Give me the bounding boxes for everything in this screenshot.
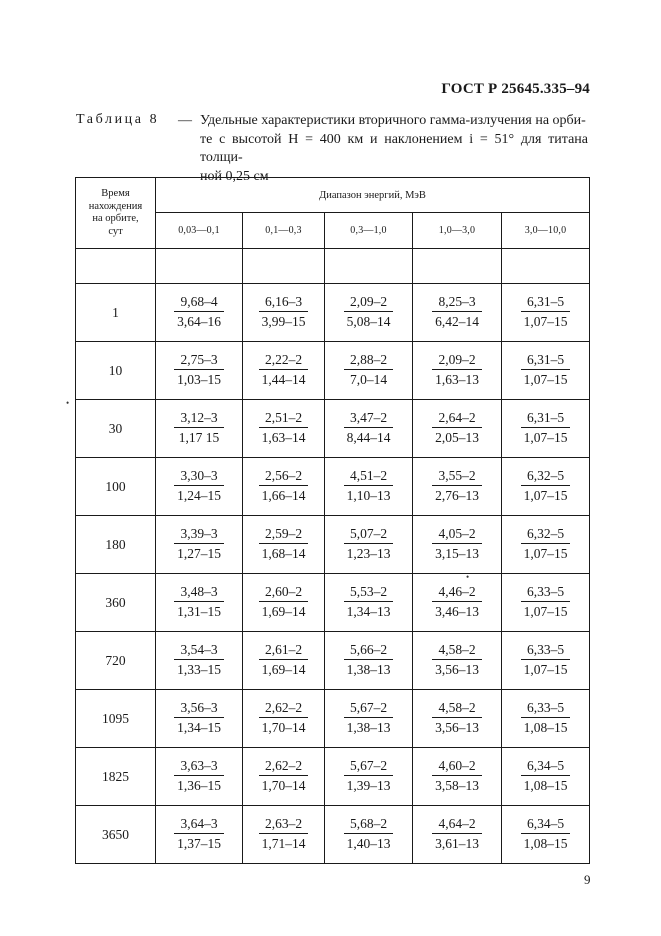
numerator-value: 2,60–2	[259, 584, 308, 602]
value-fraction	[432, 700, 481, 736]
denominator-value: 1,70–14	[261, 720, 306, 735]
denominator-value: 3,56–13	[435, 662, 479, 677]
value-fraction	[521, 584, 570, 620]
denominator-value: 1,07–15	[523, 372, 568, 387]
table-row	[76, 806, 590, 864]
numerator-value: 4,05–2	[432, 526, 481, 544]
numerator-value: 5,07–2	[344, 526, 393, 544]
value-cell	[243, 342, 325, 400]
value-fraction	[521, 526, 570, 562]
denominator-value: 3,56–13	[435, 720, 479, 735]
time-cell: 720	[76, 632, 156, 690]
value-cell	[413, 342, 502, 400]
time-cell: 10	[76, 342, 156, 400]
denominator-value: 1,07–15	[523, 314, 568, 329]
numerator-value: 2,62–2	[259, 700, 308, 718]
denominator-value: 1,07–15	[523, 430, 568, 445]
numerator-value: 2,22–2	[259, 352, 308, 370]
time-cell: 3650	[76, 806, 156, 864]
value-fraction	[521, 816, 570, 852]
numerator-value: 4,51–2	[344, 468, 393, 486]
denominator-value: 3,64–16	[177, 314, 221, 329]
value-fraction	[521, 468, 570, 504]
denominator-value: 1,34–13	[346, 604, 391, 619]
numerator-value: 6,33–5	[521, 700, 570, 718]
energy-range-header: Диапазон энергий, МэВ	[156, 178, 590, 213]
value-cell	[156, 458, 243, 516]
numerator-value: 4,64–2	[432, 816, 481, 834]
denominator-value: 3,61–13	[435, 836, 479, 851]
numerator-value: 6,33–5	[521, 584, 570, 602]
denominator-value: 5,08–14	[346, 314, 391, 329]
value-cell	[325, 748, 413, 806]
denominator-value: 1,34–15	[177, 720, 221, 735]
value-fraction	[521, 410, 570, 446]
value-fraction	[344, 642, 393, 678]
value-fraction	[344, 700, 393, 736]
value-fraction	[259, 294, 308, 330]
numerator-value: 5,68–2	[344, 816, 393, 834]
scan-mark: •	[466, 572, 470, 582]
numerator-value: 5,67–2	[344, 700, 393, 718]
table-caption	[178, 112, 588, 186]
value-cell	[156, 516, 243, 574]
value-cell	[413, 806, 502, 864]
value-fraction	[432, 352, 481, 388]
denominator-value: 1,27–15	[177, 546, 221, 561]
value-cell	[502, 632, 590, 690]
value-cell	[502, 400, 590, 458]
numerator-value: 3,30–3	[174, 468, 223, 486]
value-fraction	[344, 526, 393, 562]
denominator-value: 1,68–14	[261, 546, 306, 561]
value-fraction	[174, 758, 223, 794]
value-cell	[156, 284, 243, 342]
denominator-value: 3,99–15	[261, 314, 306, 329]
value-fraction	[432, 410, 481, 446]
numerator-value: 9,68–4	[174, 294, 223, 312]
table-caption-label: Таблица 8	[76, 112, 160, 127]
denominator-value: 1,38–13	[346, 662, 391, 677]
denominator-value: 1,07–15	[523, 662, 568, 677]
value-fraction	[174, 294, 223, 330]
numerator-value: 2,61–2	[259, 642, 308, 660]
value-fraction	[521, 352, 570, 388]
denominator-value: 1,71–14	[261, 836, 306, 851]
denominator-value: 2,76–13	[435, 488, 479, 503]
numerator-value: 2,56–2	[259, 468, 308, 486]
caption-dash: —	[178, 113, 192, 128]
time-cell: 180	[76, 516, 156, 574]
denominator-value: 1,08–15	[523, 836, 568, 851]
caption-line-3: ной 0,25 см	[200, 168, 269, 184]
table-row	[76, 342, 590, 400]
value-fraction	[432, 758, 481, 794]
value-cell	[156, 574, 243, 632]
value-cell	[413, 400, 502, 458]
value-fraction	[259, 468, 308, 504]
denominator-value: 1,39–13	[346, 778, 391, 793]
numerator-value: 6,31–5	[521, 294, 570, 312]
denominator-value: 1,03–15	[177, 372, 221, 387]
numerator-value: 2,09–2	[432, 352, 481, 370]
range-header-3: 0,3—1,0	[325, 213, 413, 249]
range-header-4: 1,0—3,0	[413, 213, 502, 249]
value-cell	[413, 516, 502, 574]
numerator-value: 2,51–2	[259, 410, 308, 428]
numerator-value: 3,64–3	[174, 816, 223, 834]
denominator-value: 1,08–15	[523, 778, 568, 793]
value-fraction	[174, 642, 223, 678]
value-cell	[325, 516, 413, 574]
value-cell	[325, 806, 413, 864]
value-fraction	[432, 468, 481, 504]
value-fraction	[521, 294, 570, 330]
value-fraction	[259, 410, 308, 446]
value-fraction	[174, 584, 223, 620]
table-row	[76, 632, 590, 690]
numerator-value: 6,31–5	[521, 352, 570, 370]
denominator-value: 1,36–15	[177, 778, 221, 793]
numerator-value: 2,59–2	[259, 526, 308, 544]
value-cell	[502, 690, 590, 748]
value-cell	[243, 806, 325, 864]
numerator-value: 3,47–2	[344, 410, 393, 428]
value-fraction	[344, 468, 393, 504]
value-fraction	[432, 584, 481, 620]
value-fraction	[259, 816, 308, 852]
denominator-value: 1,38–13	[346, 720, 391, 735]
numerator-value: 2,88–2	[344, 352, 393, 370]
time-cell: 100	[76, 458, 156, 516]
table-row	[76, 690, 590, 748]
value-fraction	[174, 468, 223, 504]
denominator-value: 8,44–14	[346, 430, 391, 445]
value-fraction	[521, 758, 570, 794]
value-cell	[156, 748, 243, 806]
denominator-value: 1,66–14	[261, 488, 306, 503]
value-fraction	[344, 758, 393, 794]
value-cell	[502, 748, 590, 806]
table-row	[76, 748, 590, 806]
value-cell	[502, 458, 590, 516]
numerator-value: 6,33–5	[521, 642, 570, 660]
document-code: ГОСТ Р 25645.335–94	[441, 81, 590, 97]
numerator-value: 3,54–3	[174, 642, 223, 660]
range-header-5: 3,0—10,0	[502, 213, 590, 249]
numerator-value: 2,63–2	[259, 816, 308, 834]
denominator-value: 2,05–13	[435, 430, 479, 445]
value-cell	[243, 632, 325, 690]
denominator-value: 1,63–13	[435, 372, 479, 387]
value-fraction	[174, 352, 223, 388]
value-fraction	[259, 584, 308, 620]
value-cell	[243, 516, 325, 574]
value-cell	[325, 342, 413, 400]
numerator-value: 6,34–5	[521, 758, 570, 776]
denominator-value: 1,17 15	[178, 430, 220, 445]
value-cell	[243, 574, 325, 632]
value-cell	[413, 632, 502, 690]
table-row	[76, 516, 590, 574]
numerator-value: 3,56–3	[174, 700, 223, 718]
value-fraction	[432, 816, 481, 852]
table-row	[76, 574, 590, 632]
numerator-value: 2,75–3	[174, 352, 223, 370]
value-cell	[502, 284, 590, 342]
value-cell	[413, 284, 502, 342]
value-fraction	[174, 410, 223, 446]
numerator-value: 6,16–3	[259, 294, 308, 312]
denominator-value: 3,15–13	[435, 546, 479, 561]
denominator-value: 1,10–13	[346, 488, 391, 503]
numerator-value: 6,31–5	[521, 410, 570, 428]
numerator-value: 6,32–5	[521, 468, 570, 486]
value-cell	[413, 690, 502, 748]
header-gap-row	[76, 249, 590, 284]
numerator-value: 2,64–2	[432, 410, 481, 428]
numerator-value: 5,67–2	[344, 758, 393, 776]
data-table	[75, 177, 590, 864]
value-cell	[325, 284, 413, 342]
page-number: 9	[584, 872, 591, 887]
value-fraction	[344, 352, 393, 388]
value-fraction	[521, 642, 570, 678]
time-cell: 1	[76, 284, 156, 342]
value-fraction	[259, 526, 308, 562]
value-cell	[502, 342, 590, 400]
value-cell	[243, 748, 325, 806]
value-cell	[502, 574, 590, 632]
table-row	[76, 284, 590, 342]
denominator-value: 7,0–14	[349, 372, 388, 387]
value-cell	[156, 632, 243, 690]
numerator-value: 4,46–2	[432, 584, 481, 602]
denominator-value: 1,33–15	[177, 662, 221, 677]
value-cell	[243, 400, 325, 458]
value-cell	[502, 806, 590, 864]
value-fraction	[259, 352, 308, 388]
value-fraction	[432, 642, 481, 678]
denominator-value: 3,46–13	[435, 604, 479, 619]
value-fraction	[259, 700, 308, 736]
caption-line-1: Удельные характеристики вторичного гамма-излучения на орби-	[200, 113, 586, 128]
numerator-value: 5,66–2	[344, 642, 393, 660]
numerator-value: 3,55–2	[432, 468, 481, 486]
denominator-value: 1,69–14	[261, 662, 306, 677]
denominator-value: 3,58–13	[435, 778, 479, 793]
time-cell: 360	[76, 574, 156, 632]
value-cell	[502, 516, 590, 574]
value-cell	[243, 284, 325, 342]
caption-line-2: те с высотой H = 400 км и наклонением i = 51° для титана толщи-	[200, 131, 588, 165]
numerator-value: 3,48–3	[174, 584, 223, 602]
numerator-value: 4,58–2	[432, 642, 481, 660]
table-row	[76, 400, 590, 458]
numerator-value: 6,34–5	[521, 816, 570, 834]
value-fraction	[174, 700, 223, 736]
value-cell	[156, 342, 243, 400]
value-cell	[413, 458, 502, 516]
numerator-value: 5,53–2	[344, 584, 393, 602]
value-cell	[413, 574, 502, 632]
value-cell	[325, 632, 413, 690]
value-cell	[325, 574, 413, 632]
time-cell: 30	[76, 400, 156, 458]
denominator-value: 1,23–13	[346, 546, 391, 561]
value-cell	[325, 400, 413, 458]
denominator-value: 1,24–15	[177, 488, 221, 503]
numerator-value: 4,60–2	[432, 758, 481, 776]
value-fraction	[344, 816, 393, 852]
denominator-value: 1,37–15	[177, 836, 221, 851]
value-cell	[156, 806, 243, 864]
denominator-value: 1,69–14	[261, 604, 306, 619]
numerator-value: 3,39–3	[174, 526, 223, 544]
numerator-value: 8,25–3	[432, 294, 481, 312]
denominator-value: 1,70–14	[261, 778, 306, 793]
denominator-value: 1,07–15	[523, 546, 568, 561]
table-row	[76, 458, 590, 516]
value-cell	[413, 748, 502, 806]
value-cell	[243, 690, 325, 748]
denominator-value: 1,31–15	[177, 604, 221, 619]
time-cell: 1095	[76, 690, 156, 748]
time-column-header: Время нахождения на орбите, сут	[76, 178, 156, 249]
value-fraction	[174, 526, 223, 562]
denominator-value: 6,42–14	[435, 314, 479, 329]
value-fraction	[432, 294, 481, 330]
denominator-value: 1,07–15	[523, 488, 568, 503]
range-header-2: 0,1—0,3	[243, 213, 325, 249]
value-cell	[156, 400, 243, 458]
scan-mark: •	[66, 398, 70, 408]
denominator-value: 1,40–13	[346, 836, 391, 851]
denominator-value: 1,63–14	[261, 430, 306, 445]
value-fraction	[174, 816, 223, 852]
numerator-value: 6,32–5	[521, 526, 570, 544]
value-fraction	[521, 700, 570, 736]
numerator-value: 3,12–3	[174, 410, 223, 428]
numerator-value: 2,09–2	[344, 294, 393, 312]
value-fraction	[344, 410, 393, 446]
range-header-1: 0,03—0,1	[156, 213, 243, 249]
numerator-value: 4,58–2	[432, 700, 481, 718]
value-fraction	[259, 642, 308, 678]
value-fraction	[432, 526, 481, 562]
denominator-value: 1,07–15	[523, 604, 568, 619]
value-cell	[325, 690, 413, 748]
numerator-value: 3,63–3	[174, 758, 223, 776]
value-fraction	[344, 584, 393, 620]
value-fraction	[344, 294, 393, 330]
denominator-value: 1,08–15	[523, 720, 568, 735]
value-cell	[325, 458, 413, 516]
numerator-value: 2,62–2	[259, 758, 308, 776]
value-cell	[156, 690, 243, 748]
time-cell: 1825	[76, 748, 156, 806]
value-fraction	[259, 758, 308, 794]
value-cell	[243, 458, 325, 516]
denominator-value: 1,44–14	[261, 372, 306, 387]
